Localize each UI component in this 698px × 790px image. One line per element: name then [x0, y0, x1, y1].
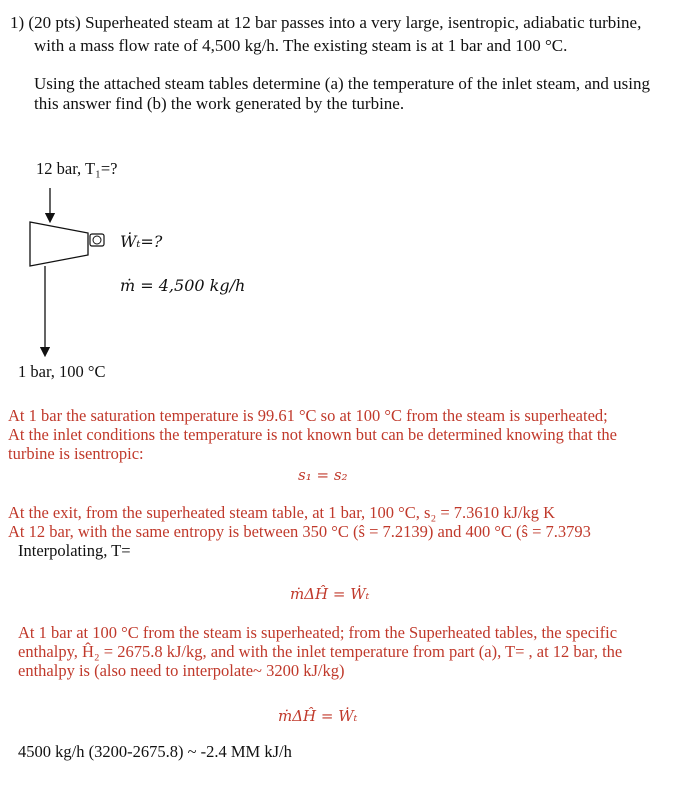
flow-label: ṁ = 4,500 kg/h	[120, 276, 246, 295]
solution-p3-line-2: enthalpy, Ĥ₂ = 2675.8 kJ/kg, and with the inlet temperature from part (a), T= , at 12 bar, the	[18, 642, 623, 661]
solution-p3-line-1: At 1 bar at 100 °C from the steam is superheated; from the Superheated tables, the specific	[18, 623, 618, 642]
work-label: Ẇₜ=?	[120, 232, 163, 251]
solution-p2-line-1: At the exit, from the superheated steam table, at 1 bar, 100 °C, s₂ = 7.3610 kJ/kg K	[8, 503, 556, 522]
solution-p1-line-2: At the inlet conditions the temperature is not known but can be determined knowing that the	[8, 425, 617, 444]
solution-p1-line-3: turbine is isentropic:	[8, 444, 144, 463]
solution-p2-line-2: At 12 bar, with the same entropy is between 350 °C (ŝ = 7.2139) and 400 °C (ŝ = 7.3793	[8, 522, 591, 541]
inlet-label: 12 bar, T₁=?	[36, 159, 118, 178]
question-line-2: with a mass flow rate of 4,500 kg/h. The existing steam is at 1 bar and 100 °C.	[34, 36, 568, 55]
turbine-shape	[30, 222, 88, 266]
equation-energy-2: ṁΔĤ = Ẇₜ	[278, 707, 358, 725]
question-line-1: 1) (20 pts) Superheated steam at 12 bar passes into a very large, isentropic, adiabatic turbine,	[10, 13, 642, 32]
question-line-4: this answer find (b) the work generated by the turbine.	[34, 94, 405, 113]
outlet-label: 1 bar, 100 °C	[18, 362, 106, 381]
solution-p2-line-3: Interpolating, T=	[18, 541, 131, 560]
equation-energy-1: ṁΔĤ = Ẇₜ	[290, 585, 370, 603]
shaft-work-icon	[90, 234, 104, 246]
equation-entropy: s₁ = s₂	[298, 466, 348, 484]
question-line-3: Using the attached steam tables determine (a) the temperature of the inlet steam, and using	[34, 74, 651, 93]
solution-p1-line-1: At 1 bar the saturation temperature is 99.61 °C so at 100 °C from the steam is superheated;	[8, 406, 608, 425]
result-line: 4500 kg/h (3200-2675.8) ~ -2.4 MM kJ/h	[18, 742, 292, 761]
solution-p3-line-3: enthalpy is (also need to interpolate~ 3200 kJ/kg)	[18, 661, 345, 680]
